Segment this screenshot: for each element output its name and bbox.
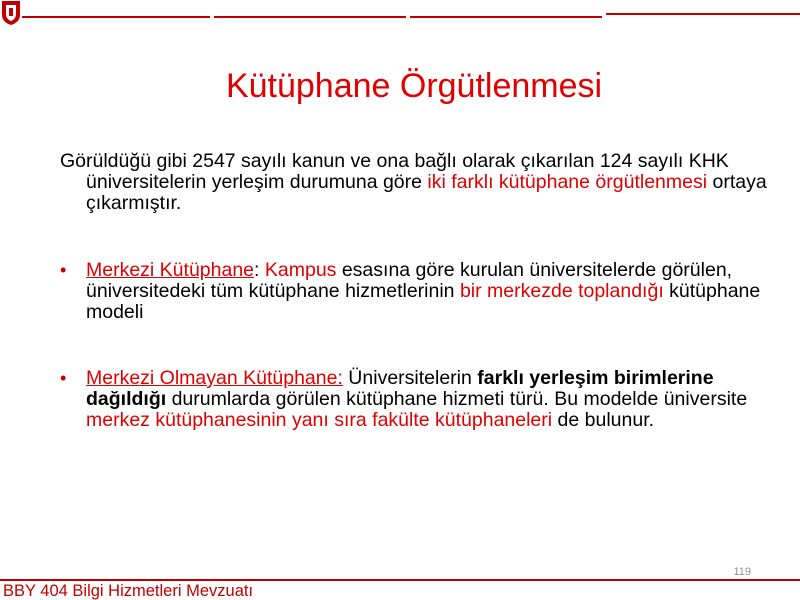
- bullet-term: Merkezi Olmayan Kütüphane:: [86, 367, 343, 389]
- bullet-marker: •: [60, 368, 67, 388]
- intro-text-end: ortaya çıkarmıştır.: [86, 171, 767, 214]
- bullet-text: [86, 368, 766, 431]
- intro-highlight: iki farklı kütüphane örgütlenmesi: [427, 171, 708, 193]
- bullet-bold: farklı yerleşim birimlerine dağıldığı: [86, 367, 714, 410]
- university-logo-icon: [0, 0, 22, 26]
- bullet-body: esasına göre kurulan üniversitelerde görülen, üniversitedeki tüm kütüphane hizmetlerinin: [86, 259, 733, 302]
- slide-title: Kütüphane Örgütlenmesi: [225, 67, 603, 105]
- header-rule: [606, 13, 800, 15]
- bullet-item-merkezi-olmayan: [60, 368, 766, 431]
- intro-paragraph: [60, 151, 792, 214]
- bullet-body-end: de bulunur.: [552, 409, 655, 431]
- header-rule: [214, 16, 406, 18]
- header-rule: [410, 16, 602, 18]
- bullet-term: Merkezi Kütüphane: [86, 259, 255, 281]
- footer-course-title: BBY 404 Bilgi Hizmetleri Mevzuatı: [3, 582, 254, 600]
- intro-text: Görüldüğü gibi 2547 sayılı kanun ve ona bağlı olarak çıkarılan 124 sayılı KHK üniversitelerin yerleşim durumuna göre: [60, 150, 729, 193]
- bullet-marker: •: [60, 260, 67, 280]
- bullet-body-mid: durumlarda görülen kütüphane hizmeti türü. Bu modelde üniversite: [166, 388, 748, 410]
- header-rule: [22, 16, 210, 18]
- bullet-colon: :: [254, 259, 265, 281]
- bullet-body: Üniversitelerin: [342, 367, 478, 389]
- bullet-body-end: kütüphane modeli: [86, 280, 761, 323]
- page-number: 119: [733, 566, 751, 578]
- bullet-item-merkezi: [60, 260, 766, 323]
- footer-rule: [0, 579, 800, 581]
- kampus-highlight: Kampus: [264, 259, 337, 281]
- bullet-highlight: bir merkezde toplandığı: [459, 280, 664, 302]
- bullet-highlight: merkez kütüphanesinin yanı sıra fakülte kütüphaneleri: [86, 409, 553, 431]
- bullet-text: [86, 260, 766, 323]
